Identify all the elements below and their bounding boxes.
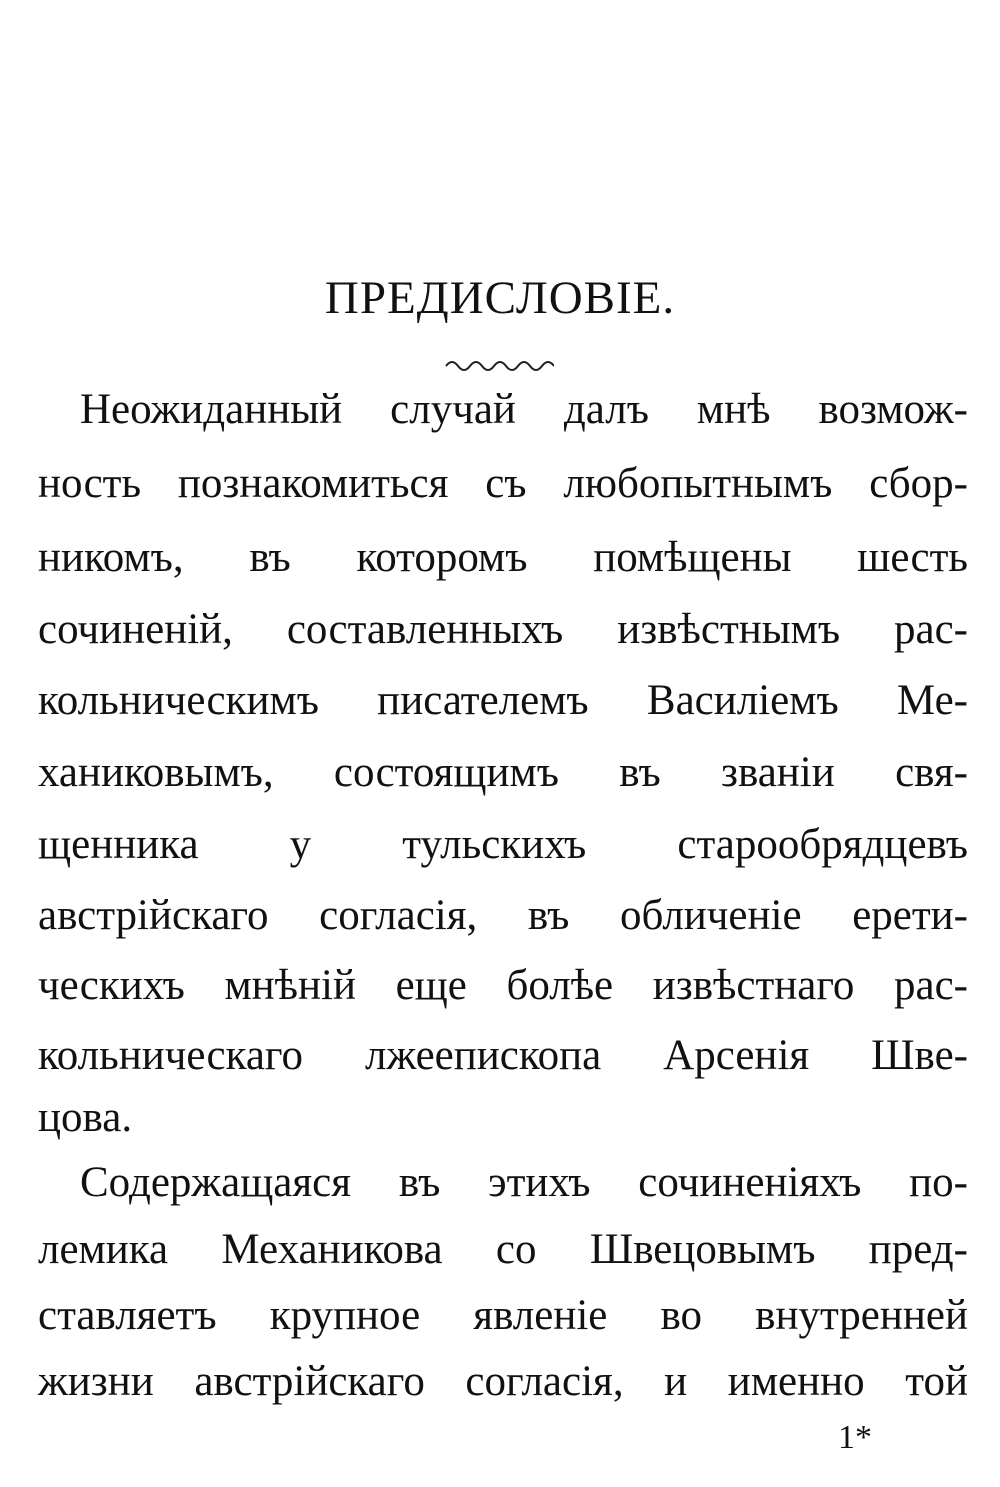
paragraph-2-line-1: Содержащаяся въ этихъ сочиненіяхъ по-	[80, 1159, 968, 1206]
paragraph-1-line-9: ческихъ мнѣній еще болѣе извѣстнаго рас-	[38, 962, 968, 1009]
paragraph-1-line-1: Неожиданный случай далъ мнѣ возмож-	[80, 386, 968, 433]
paragraph-1-line-10: кольническаго лжеепископа Арсенія Шве-	[38, 1032, 968, 1079]
paragraph-2-line-2: лемика Механикова со Швецовымъ пред-	[38, 1226, 968, 1273]
paragraph-1-line-2: ность познакомиться съ любопытнымъ сбор-	[38, 460, 968, 507]
paragraph-2-line-4: жизни австрійскаго согласія, и именно той	[38, 1358, 968, 1405]
paragraph-1-line-5: кольническимъ писателемъ Василіемъ Ме-	[38, 677, 968, 724]
paragraph-1-line-8: австрійскаго согласія, въ обличеніе ерети-	[38, 892, 968, 939]
paragraph-1-line-11: цова.	[38, 1094, 133, 1141]
wavy-ornament-divider	[444, 352, 554, 374]
paragraph-1-line-4: сочиненій, составленныхъ извѣстнымъ рас-	[38, 606, 968, 653]
page-number: 1*	[838, 1419, 872, 1456]
paragraph-1-line-6: ханиковымъ, состоящимъ въ званіи свя-	[38, 749, 968, 796]
paragraph-1-line-3: никомъ, въ которомъ помѣщены шесть	[38, 534, 968, 581]
paragraph-2-line-3: ставляетъ крупное явленіе во внутренней	[38, 1292, 968, 1339]
paragraph-1-line-7: щенника у тульскихъ старообрядцевъ	[38, 821, 968, 868]
page-title: ПРЕДИСЛОВІЕ.	[324, 272, 676, 324]
